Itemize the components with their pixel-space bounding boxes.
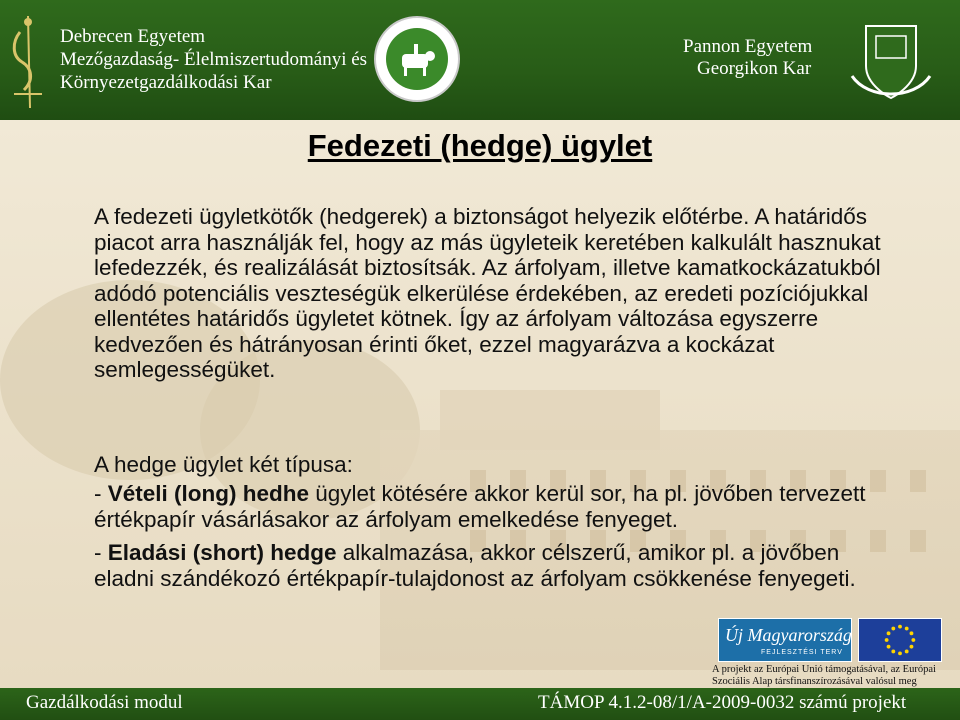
seal-logo: [374, 16, 460, 102]
long-hedge-description: ügylet kötésére akkor kerül sor, ha pl. jövőben tervezett értékpapír vásárlásakor az árfolyam emelkedése fenyeget.: [94, 481, 866, 532]
footer-bar: [0, 688, 960, 720]
long-hedge-term: Vételi (long) hedhe: [107, 481, 310, 506]
short-hedge-item: [94, 540, 904, 591]
partner-name-line-1: Pannon Egyetem: [683, 36, 813, 57]
intro-paragraph: A fedezeti ügyletkötők (hedgerek) a biztonságot helyezik előtérbe. A határidős piacot arra használják fel, hogy az más ügyleteik keretében kalkulált hasznukat lefedezzék, és realizálását biztosítsák. Az árfolyam, illetve kamatkockázatukból adódó potenciális veszteségük elkerülése érdekében, az eredeti pozíciójukkal ellentétes határidős ügyletet kötnek. Így az árfolyam változása egyszerre kedvezően és hátrányosan érinti őket, ezzel magyarázva a kockázat semlegességüket.: [94, 204, 881, 382]
new-hungary-logo: [718, 618, 852, 662]
types-heading: A hedge ügylet két típusa:: [94, 452, 353, 477]
eu-flag-icon: [858, 618, 942, 662]
long-hedge-item: [94, 481, 904, 532]
bullet-dash: -: [94, 481, 108, 506]
slide-title: Fedezeti (hedge) ügylet: [307, 128, 653, 163]
crest-logo: [848, 16, 934, 106]
eu-funding-line-2: Szociális Alap társfinanszírozásával valósul meg: [712, 676, 917, 687]
university-monogram-icon: [6, 12, 50, 112]
bullet-dash: -: [94, 540, 108, 565]
project-id: TÁMOP 4.1.2-08/1/A-2009-0032 számú projekt: [538, 692, 907, 713]
cattle-icon: [396, 40, 438, 80]
header-banner: [0, 0, 960, 120]
university-name-line-1: Debrecen Egyetem: [60, 26, 206, 47]
university-name-line-2: Mezőgazdaság- Élelmiszertudományi és: [60, 49, 368, 70]
program-logo-subtext: FEJLESZTÉSI TERV: [761, 649, 843, 656]
short-hedge-term: Eladási (short) hedge: [107, 540, 337, 565]
university-name-line-3: Környezetgazdálkodási Kar: [60, 72, 272, 93]
module-name: Gazdálkodási modul: [26, 692, 183, 713]
eu-funding-note: [712, 664, 952, 688]
partner-name-line-2: Georgikon Kar: [697, 58, 812, 79]
slide-title-container: [0, 128, 960, 164]
eu-funding-line-1: A projekt az Európai Unió támogatásával, az Európai: [712, 664, 936, 675]
program-logo-text: Új Magyarország: [725, 625, 852, 645]
short-hedge-description: alkalmazása, akkor célszerű, amikor pl. a jövőben eladni szándékozó értékpapír-tulajdonost az árfolyam csökkenése fenyegeti.: [94, 540, 856, 591]
